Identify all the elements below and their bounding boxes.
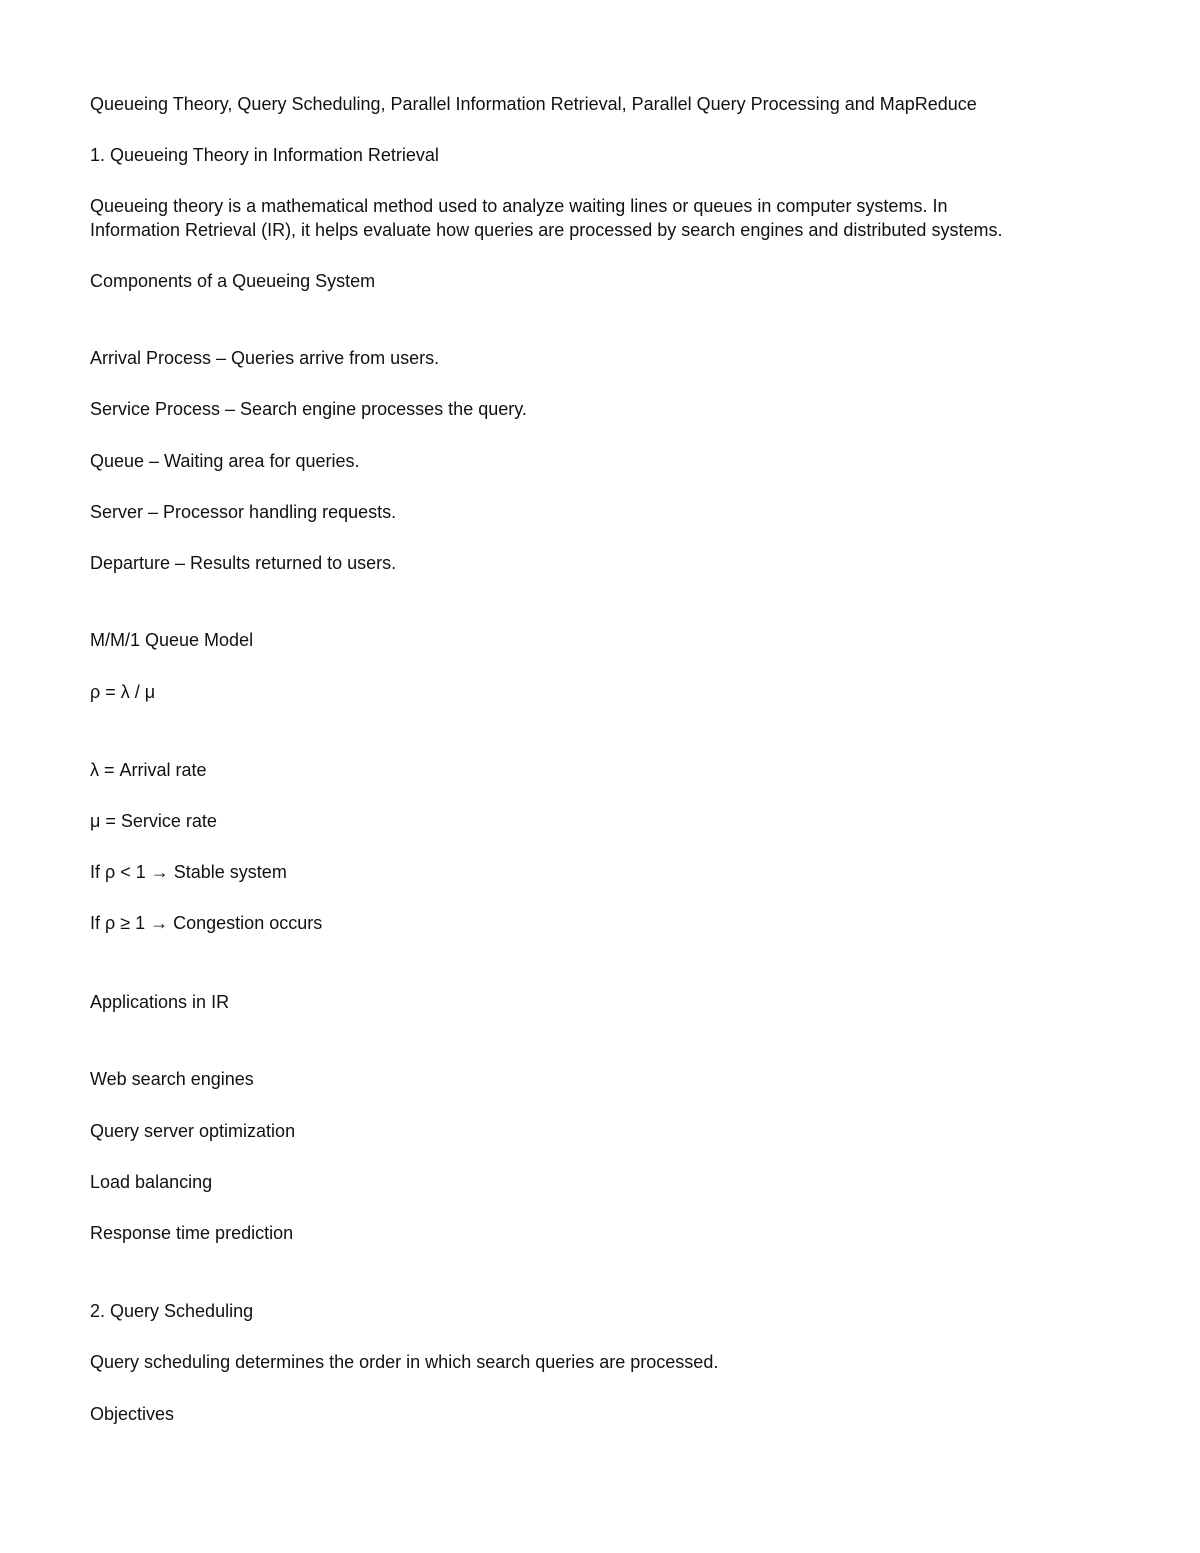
section-2-intro: Query scheduling determines the order in which search queries are processed. xyxy=(90,1352,719,1372)
components-heading: Components of a Queueing System xyxy=(90,271,376,291)
definition-item: μ = Service rate xyxy=(90,811,217,831)
definition-item: If ρ < 1 → Stable system xyxy=(90,862,287,882)
application-item: Web search engines xyxy=(90,1069,254,1089)
application-item: Response time prediction xyxy=(90,1223,294,1243)
formula: ρ = λ / μ xyxy=(90,682,156,702)
objectives-heading: Objectives xyxy=(90,1404,175,1424)
component-item: Service Process – Search engine processes the query. xyxy=(90,399,527,419)
section-1-intro-line-1: Queueing theory is a mathematical method used to analyze waiting lines or queues in computer systems. In xyxy=(90,196,948,216)
definition-item: If ρ ≥ 1 → Congestion occurs xyxy=(90,913,323,933)
component-item: Queue – Waiting area for queries. xyxy=(90,451,360,471)
section-2-heading: 2. Query Scheduling xyxy=(90,1301,254,1321)
component-item: Server – Processor handling requests. xyxy=(90,502,397,522)
section-1-intro-line-2: Information Retrieval (IR), it helps evaluate how queries are processed by search engines and distributed systems. xyxy=(90,220,1003,240)
section-1-heading: 1. Queueing Theory in Information Retrieval xyxy=(90,145,439,165)
application-item: Query server optimization xyxy=(90,1121,296,1141)
application-item: Load balancing xyxy=(90,1172,213,1192)
definition-item: λ = Arrival rate xyxy=(90,760,207,780)
applications-heading: Applications in IR xyxy=(90,992,230,1012)
component-item: Arrival Process – Queries arrive from users. xyxy=(90,348,440,368)
component-item: Departure – Results returned to users. xyxy=(90,553,397,573)
document-title: Queueing Theory, Query Scheduling, Parallel Information Retrieval, Parallel Query Processing and MapReduce xyxy=(90,94,977,114)
model-heading: M/M/1 Queue Model xyxy=(90,630,254,650)
